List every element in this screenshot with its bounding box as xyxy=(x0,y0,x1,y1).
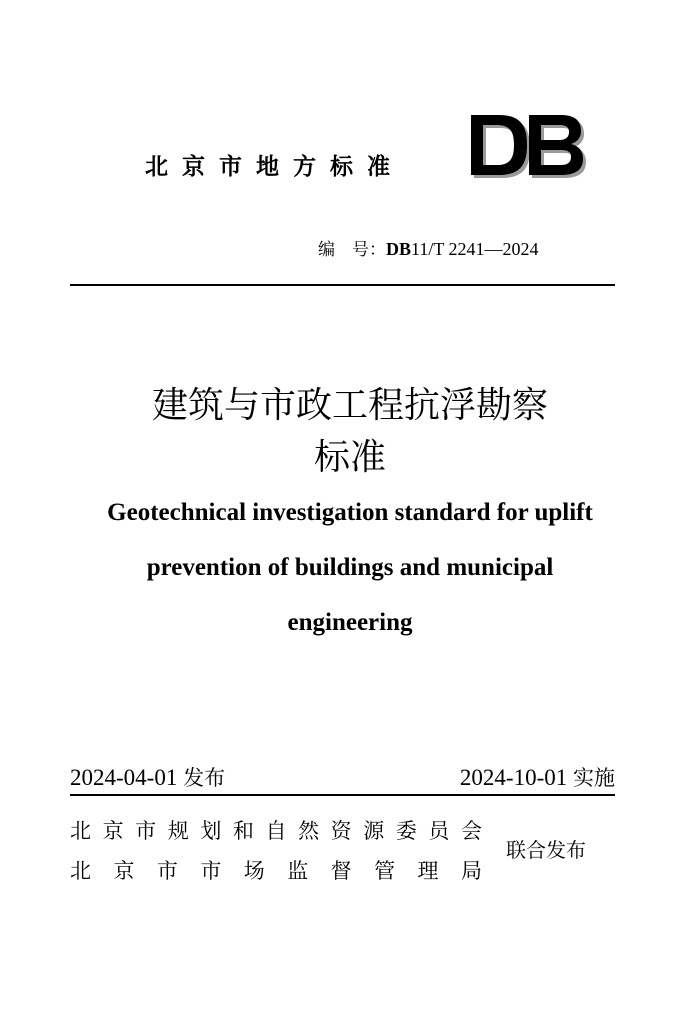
standard-number-label: 编 号： xyxy=(318,240,386,260)
title-en-line3: engineering xyxy=(287,609,413,636)
issuer-line1: 北京市规划和自然资源委员会 xyxy=(70,819,482,843)
issue-date xyxy=(70,762,225,792)
standard-number xyxy=(318,235,539,260)
joint-issue-label: 联合发布 xyxy=(506,838,586,862)
title-en-line1: Geotechnical investigation standard for uplift xyxy=(107,499,593,526)
db-logo-letters xyxy=(471,115,583,175)
title-cn-line2: 标准 xyxy=(313,437,386,478)
implementation-date-label: 实施 xyxy=(573,766,615,790)
issue-date-label: 发布 xyxy=(183,766,226,790)
standard-code-prefix: DB xyxy=(386,239,412,259)
title-cn-line1: 建筑与市政工程抗浮勘察 xyxy=(151,385,548,426)
standard-code-rest: 11/T 2241—2024 xyxy=(411,239,539,259)
issue-date-value: 2024-04-01 xyxy=(70,765,178,790)
title-en-line2: prevention of buildings and municipal xyxy=(146,554,554,581)
standard-category: 北京市地方标准 xyxy=(145,153,404,180)
implementation-date-value: 2024-10-01 xyxy=(459,765,568,790)
bottom-divider xyxy=(70,794,615,796)
top-divider xyxy=(70,284,615,286)
implementation-date xyxy=(460,762,615,792)
db-logo xyxy=(468,112,588,184)
issuer-line2: 北京市市场监督管理局 xyxy=(70,859,482,883)
